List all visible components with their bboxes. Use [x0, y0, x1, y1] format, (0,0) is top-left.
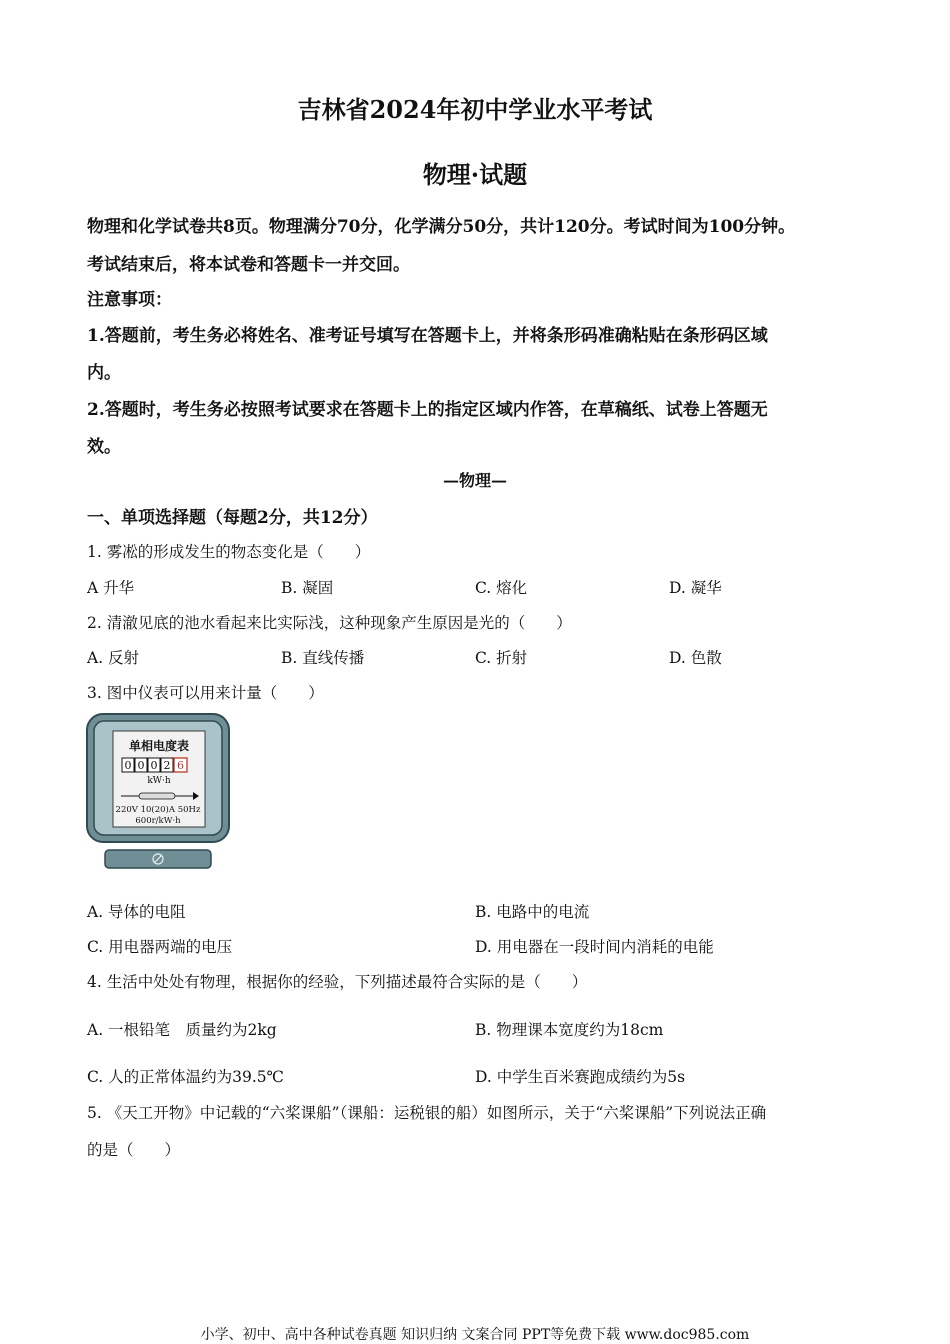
- question-1-option-c: C. 熔化: [475, 579, 528, 597]
- notice-title: 注意事项：: [87, 290, 172, 310]
- meter-digit-4: 2: [163, 759, 171, 772]
- meter-label: 单相电度表: [128, 739, 190, 753]
- meter-digit-1: 0: [124, 759, 132, 772]
- question-1-option-b: B. 凝固: [281, 579, 334, 597]
- question-3-option-a: A. 导体的电阻: [87, 903, 186, 921]
- question-4-option-b: B. 物理课本宽度约为18cm: [475, 1021, 664, 1039]
- meter-digit-2: 0: [137, 759, 145, 772]
- question-5-stem-line-b: 的是（ ）: [87, 1141, 181, 1159]
- question-4-option-c: C. 人的正常体温约为39.5℃: [87, 1068, 285, 1086]
- meter-disc: [139, 793, 175, 799]
- page-footer: 小学、初中、高中各种试卷真题 知识归纳 文案合同 PPT等免费下载 www.doc985.com: [200, 1327, 750, 1343]
- question-2-stem: 2. 清澈见底的池水看起来比实际浅，这种现象产生原因是光的（ ）: [87, 614, 572, 632]
- meter-digit-3: 0: [150, 759, 158, 772]
- section-divider: —物理—: [442, 471, 507, 490]
- note-1-line-a: 1.答题前，考生务必将姓名、准考证号填写在答题卡上，并将条形码准确粘贴在条形码区域: [87, 326, 768, 346]
- question-3-option-c: C. 用电器两端的电压: [87, 938, 233, 956]
- intro-line-2: 考试结束后，将本试卷和答题卡一并交回。: [87, 255, 410, 275]
- question-2-option-d: D. 色散: [669, 649, 722, 667]
- question-1-option-a: A 升华: [87, 579, 135, 597]
- exam-title: 吉林省2024年初中学业水平考试: [297, 95, 653, 124]
- question-2-option-a: A. 反射: [87, 649, 140, 667]
- note-2-line-b: 效。: [87, 437, 121, 457]
- meter-unit: kW·h: [147, 776, 171, 786]
- note-1-line-b: 内。: [87, 363, 121, 383]
- intro-line-1: 物理和化学试卷共8页。物理满分70分，化学满分50分，共计120分。考试时间为100分钟。: [87, 217, 796, 237]
- meter-digit-5: 6: [177, 759, 184, 772]
- question-2-option-b: B. 直线传播: [281, 649, 365, 667]
- note-2-line-a: 2.答题时，考生务必按照考试要求在答题卡上的指定区域内作答，在草稿纸、试卷上答题无: [87, 400, 768, 420]
- question-3-option-d: D. 用电器在一段时间内消耗的电能: [475, 938, 714, 956]
- question-3-stem: 3. 图中仪表可以用来计量（ ）: [87, 684, 324, 702]
- question-1-option-d: D. 凝华: [669, 579, 722, 597]
- question-5-stem-line-a: 5. 《天工开物》中记载的“六桨课船”（课船：运税银的船）如图所示，关于“六桨课船”下列说法正确: [87, 1104, 767, 1122]
- exam-subtitle: 物理·试题: [422, 160, 528, 189]
- question-4-option-a: A. 一根铅笔 质量约为2kg: [87, 1021, 277, 1039]
- question-2-option-c: C. 折射: [475, 649, 528, 667]
- meter-spec-1: 220V 10(20)A 50Hz: [115, 805, 201, 815]
- question-1-stem: 1. 雾凇的形成发生的物态变化是（ ）: [87, 543, 371, 561]
- part-1-heading: 一、单项选择题（每题2分，共12分）: [87, 508, 378, 528]
- question-4-stem: 4. 生活中处处有物理，根据你的经验，下列描述最符合实际的是（ ）: [87, 973, 588, 991]
- meter-spec-2: 600r/kW·h: [135, 816, 181, 826]
- question-4-option-d: D. 中学生百米赛跑成绩约为5s: [475, 1068, 686, 1086]
- question-3-option-b: B. 电路中的电流: [475, 903, 590, 921]
- electric-meter-figure: [85, 712, 231, 872]
